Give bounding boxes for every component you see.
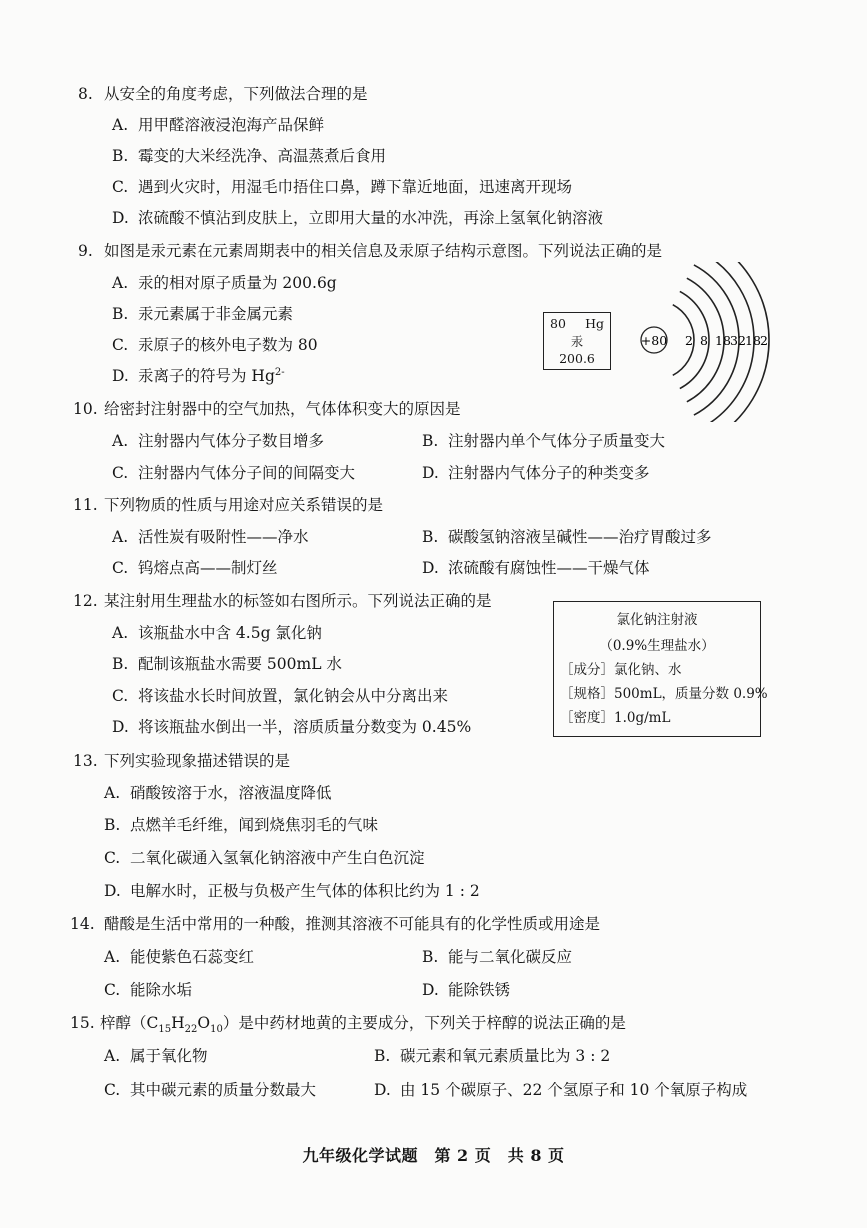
option-text: 霉变的大米经洗净、高温蒸煮后食用 xyxy=(138,147,387,165)
label-row: ［规格］500mL，质量分数 0.9% xyxy=(560,686,768,702)
label-row: ［密度］1.0g/mL xyxy=(560,710,671,726)
option-text: 汞元素属于非金属元素 xyxy=(138,305,294,323)
option xyxy=(422,527,712,547)
question-stem: 如图是汞元素在元素周期表中的相关信息及汞原子结构示意图。下列说法正确的是 xyxy=(104,242,663,260)
option xyxy=(422,431,665,451)
question-number: 10. xyxy=(73,400,98,418)
option-text: 其中碳元素的质量分数最大 xyxy=(130,1081,317,1099)
option-text: 该瓶盐水中含 4.5g 氯化钠 xyxy=(138,624,322,642)
option-letter: D. xyxy=(422,559,439,577)
option-letter: C. xyxy=(104,1081,121,1099)
option xyxy=(112,717,471,737)
option xyxy=(112,304,293,324)
option-letter: C. xyxy=(104,849,121,867)
option-text: 将该瓶盐水倒出一半，溶质质量分数变为 0.45% xyxy=(138,718,472,736)
option xyxy=(104,848,425,868)
question-stem: 给密封注射器中的空气加热，气体体积变大的原因是 xyxy=(104,400,461,418)
option xyxy=(112,558,278,578)
option-text: 钨熔点高——制灯丝 xyxy=(138,559,278,577)
option xyxy=(104,881,480,901)
question-number: 13. xyxy=(73,752,98,770)
question-stem: 醋酸是生活中常用的一种酸，推测其溶液不可能具有的化学性质或用途是 xyxy=(104,915,601,933)
option xyxy=(112,146,386,166)
option-text: 遇到火灾时，用湿毛巾捂住口鼻，蹲下靠近地面，迅速离开现场 xyxy=(138,178,573,196)
option-letter: D. xyxy=(112,209,129,227)
option-letter: D. xyxy=(112,718,129,736)
option-text: 汞离子的符号为 Hg xyxy=(138,367,275,385)
question-stem: 下列实验现象描述错误的是 xyxy=(104,752,291,770)
option-letter: C. xyxy=(104,981,121,999)
option xyxy=(104,783,332,803)
option-letter: B. xyxy=(112,305,129,323)
option-text: 碳酸氢钠溶液呈碱性——治疗胃酸过多 xyxy=(448,528,712,546)
option xyxy=(112,431,324,451)
question-number: 15. xyxy=(70,1014,95,1032)
label-subtitle: （0.9%生理盐水） xyxy=(599,638,715,654)
option-letter: C. xyxy=(112,559,129,577)
option xyxy=(112,686,448,706)
option xyxy=(104,1080,316,1100)
option-letter: D. xyxy=(422,981,439,999)
option-text: 配制该瓶盐水需要 500mL 水 xyxy=(138,655,342,673)
option-text: 活性炭有吸附性——净水 xyxy=(138,528,309,546)
shell-electron-count: 8 xyxy=(700,333,708,348)
option-letter: A. xyxy=(112,528,129,546)
option xyxy=(104,815,378,835)
shell-electron-count: 2 xyxy=(760,333,768,348)
shell-electron-count: 18 xyxy=(745,333,761,348)
question-stem: 梓醇$(C_{15}H_{22}O_{10})$是中药材地黄的主要成分，下列关于梓醇的说法正确的是 xyxy=(100,1014,626,1036)
option-text: 电解水时，正极与负极产生气体的体积比约为 1 : 2 xyxy=(130,882,480,900)
element-name: 汞 xyxy=(570,334,584,349)
option-text: 硝酸铵溶于水，溶液温度降低 xyxy=(130,784,332,802)
option-text: 注射器内单个气体分子质量变大 xyxy=(448,432,666,450)
shell-electron-count: 2 xyxy=(685,333,693,348)
question-number: 14. xyxy=(70,915,95,933)
option-letter: B. xyxy=(112,655,129,673)
option-letter: D. xyxy=(374,1081,391,1099)
option xyxy=(104,947,254,967)
option-text: 浓硫酸不慎沾到皮肤上，立即用大量的水冲洗，再涂上氢氧化钠溶液 xyxy=(138,209,604,227)
option-text: 能与二氧化碳反应 xyxy=(448,948,573,966)
question-number: 8. xyxy=(78,85,93,103)
option-text: 能除水垢 xyxy=(130,981,193,999)
option-letter: A. xyxy=(112,274,129,292)
option-text: 将该盐水长时间放置，氯化钠会从中分离出来 xyxy=(138,687,449,705)
question-stem: 从安全的角度考虑，下列做法合理的是 xyxy=(104,85,368,103)
option-letter: B. xyxy=(422,528,439,546)
option-letter: C. xyxy=(112,178,129,196)
option xyxy=(112,366,285,386)
option-letter: A. xyxy=(112,116,129,134)
atomic-number: 80 xyxy=(550,316,566,331)
question-stem: 下列物质的性质与用途对应关系错误的是 xyxy=(104,496,384,514)
option-text: 汞的相对原子质量为 200.6g xyxy=(138,274,337,292)
option-letter: C. xyxy=(112,687,129,705)
option-letter: B. xyxy=(104,816,121,834)
option-text: 属于氧化物 xyxy=(130,1047,208,1065)
option xyxy=(374,1046,610,1066)
option xyxy=(112,335,318,355)
option-text: 注射器内气体分子的种类变多 xyxy=(448,464,650,482)
option xyxy=(422,558,650,578)
option xyxy=(104,1046,208,1066)
option-text: 浓硫酸有腐蚀性——干燥气体 xyxy=(448,559,650,577)
option-letter: B. xyxy=(374,1047,391,1065)
option xyxy=(422,947,572,967)
option xyxy=(112,527,309,547)
option xyxy=(104,980,192,1000)
option xyxy=(374,1080,747,1100)
option xyxy=(112,115,324,135)
shell-electron-count: 32 xyxy=(730,333,746,348)
question-number: 11. xyxy=(73,496,98,514)
option-letter: A. xyxy=(104,784,121,802)
label-title: 氯化钠注射液 xyxy=(616,612,698,628)
option xyxy=(422,980,510,1000)
atomic-mass: 200.6 xyxy=(559,351,595,366)
option-text: 注射器内气体分子间的间隔变大 xyxy=(138,464,356,482)
option xyxy=(112,463,355,483)
option xyxy=(112,273,337,293)
option-text: 注射器内气体分子数目增多 xyxy=(138,432,325,450)
option-text: 碳元素和氧元素质量比为 3 : 2 xyxy=(400,1047,611,1065)
option-letter: C. xyxy=(112,336,129,354)
option xyxy=(422,463,650,483)
option-letter: B. xyxy=(422,948,439,966)
option-letter: D. xyxy=(422,464,439,482)
option-letter: B. xyxy=(112,147,129,165)
option-text: 汞原子的核外电子数为 80 xyxy=(138,336,318,354)
option xyxy=(112,623,322,643)
option-text: 二氧化碳通入氢氧化钠溶液中产生白色沉淀 xyxy=(130,849,425,867)
option-letter: A. xyxy=(112,432,129,450)
option-text: 用甲醛溶液浸泡海产品保鲜 xyxy=(138,116,325,134)
option-letter: D. xyxy=(112,367,129,385)
shell-electron-count: 18 xyxy=(715,333,731,348)
question-stem: 某注射用生理盐水的标签如右图所示。下列说法正确的是 xyxy=(104,592,492,610)
option xyxy=(112,208,603,228)
option-text: 能除铁锈 xyxy=(448,981,511,999)
page-footer: 九年级化学试题 第 2 页 共 8 页 xyxy=(302,1146,565,1165)
ion-charge: 2- xyxy=(274,366,285,378)
question-number: 9. xyxy=(78,242,93,260)
option-text: 点燃羊毛纤维，闻到烧焦羽毛的气味 xyxy=(130,816,379,834)
option-letter: D. xyxy=(104,882,121,900)
nucleus-charge: +80 xyxy=(640,333,668,348)
element-symbol: Hg xyxy=(585,316,604,331)
option-letter: A. xyxy=(112,624,129,642)
atom-structure-diagram xyxy=(630,262,790,422)
saline-label-box xyxy=(553,601,768,737)
element-card xyxy=(543,312,611,370)
option-letter: C. xyxy=(112,464,129,482)
option-letter: B. xyxy=(422,432,439,450)
question-number: 12. xyxy=(73,592,98,610)
option-text: 能使紫色石蕊变红 xyxy=(130,948,255,966)
label-row: ［成分］氯化钠、水 xyxy=(560,662,682,678)
option-letter: A. xyxy=(104,1047,121,1065)
option xyxy=(112,177,572,197)
option xyxy=(112,654,342,674)
option-text: 由 15 个碳原子、22 个氢原子和 10 个氧原子构成 xyxy=(400,1081,748,1099)
option-letter: A. xyxy=(104,948,121,966)
